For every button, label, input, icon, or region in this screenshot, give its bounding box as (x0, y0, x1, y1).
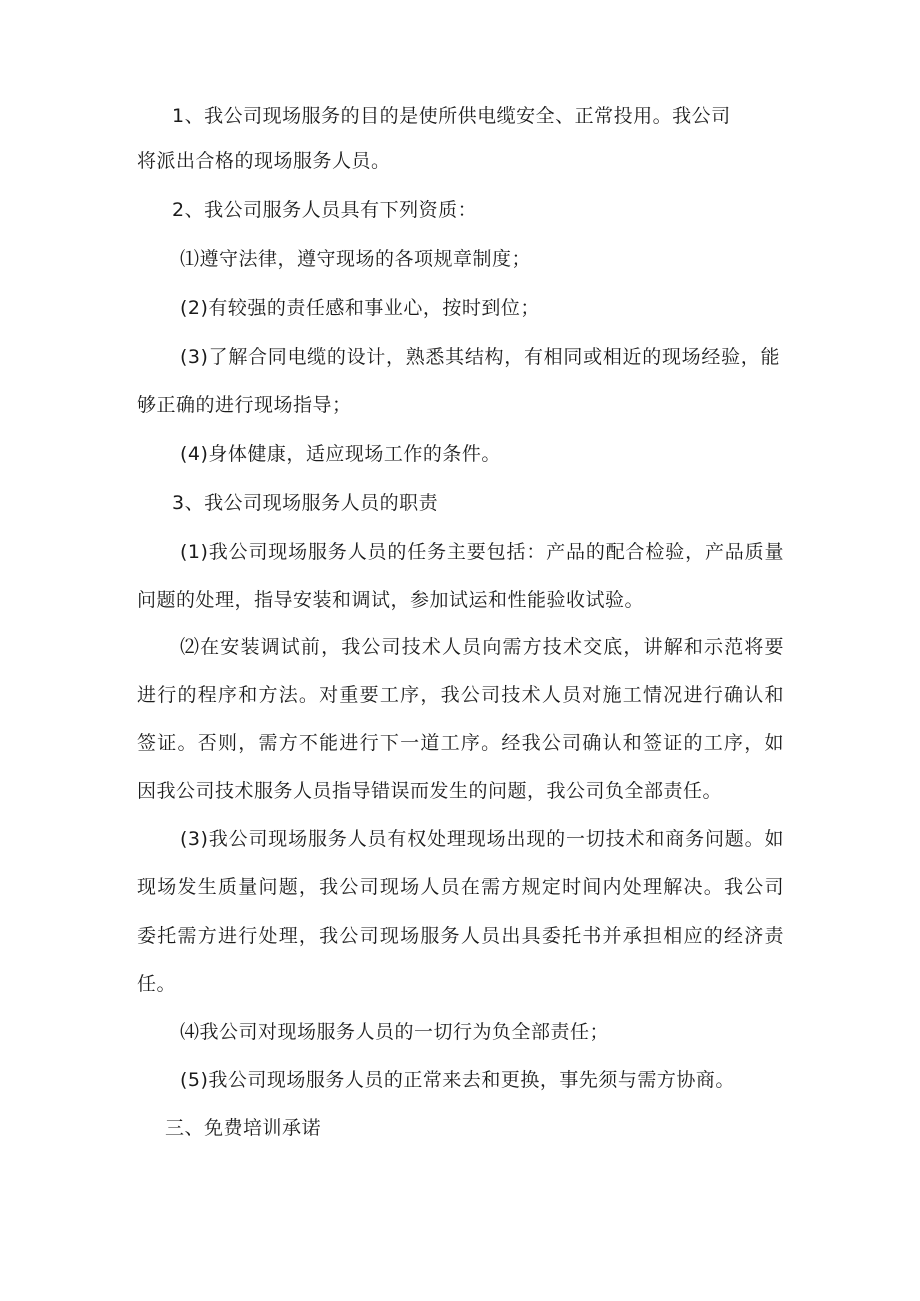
qualification-1: ⑴遵守法律，遵守现场的各项规章制度； (180, 248, 532, 270)
duty-1-line-2: 问题的处理，指导安装和调试，参加试运和性能验收试验。 (137, 589, 645, 611)
duty-2-line-4: 因我公司技术服务人员指导错误而发生的问题，我公司负全部责任。 (137, 780, 723, 802)
section-three-heading: 三、免费培训承诺 (165, 1117, 322, 1139)
duty-3-line-2: 现场发生质量问题，我公司现场人员在需方规定时间内处理解决。我公司 (137, 876, 784, 898)
qualification-3-line-2: 够正确的进行现场指导； (137, 394, 352, 416)
duty-5: (5)我公司现场服务人员的正常来去和更换，事先须与需方协商。 (180, 1069, 735, 1091)
duty-3-line-3: 委托需方进行处理，我公司现场服务人员出具委托书并承担相应的经济责 (137, 925, 784, 947)
duty-3-line-4: 任。 (137, 973, 177, 995)
duty-1-line-1: (1)我公司现场服务人员的任务主要包括：产品的配合检验，产品质量 (180, 541, 784, 563)
qualification-2: (2)有较强的责任感和事业心，按时到位； (180, 297, 540, 319)
qualification-4: (4)身体健康，适应现场工作的条件。 (180, 443, 501, 465)
qualification-3-line-1: (3)了解合同电缆的设计，熟悉其结构，有相同或相近的现场经验，能 (180, 346, 780, 368)
paragraph-1-line-1: 1、我公司现场服务的目的是使所供电缆安全、正常投用。我公司 (172, 105, 731, 127)
duty-2-line-2: 进行的程序和方法。对重要工序，我公司技术人员对施工情况进行确认和 (137, 684, 784, 706)
duty-3-line-1: (3)我公司现场服务人员有权处理现场出现的一切技术和商务问题。如 (180, 828, 784, 850)
duty-2-line-3: 签证。否则，需方不能进行下一道工序。经我公司确认和签证的工序，如 (137, 732, 784, 754)
section-3-heading: 3、我公司现场服务人员的职责 (172, 492, 439, 514)
duty-4: ⑷我公司对现场服务人员的一切行为负全部责任； (180, 1021, 610, 1043)
paragraph-1-line-2: 将派出合格的现场服务人员。 (137, 150, 391, 172)
section-2-heading: 2、我公司服务人员具有下列资质： (172, 199, 478, 221)
duty-2-line-1: ⑵在安装调试前，我公司技术人员向需方技术交底，讲解和示范将要 (180, 636, 784, 658)
